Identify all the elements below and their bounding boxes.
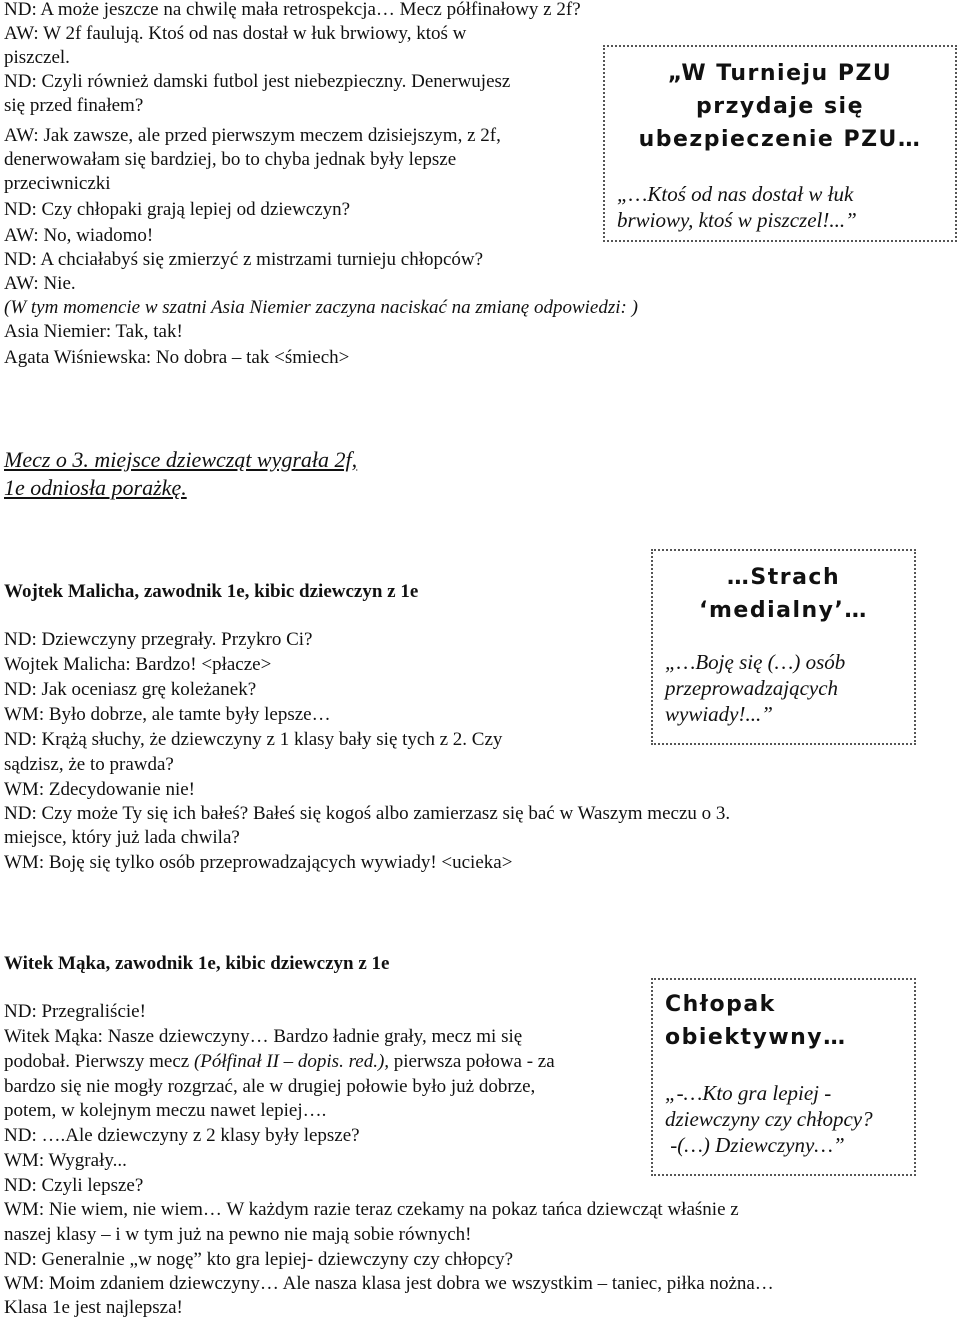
interview-line: się przed finałem? [4,95,144,116]
interview-line: piszczel. [4,47,70,68]
line-part: podobał. Pierwszy mecz [4,1051,194,1072]
interview-line: Witek Mąka: Nasze dziewczyny… Bardzo ładnie grały, mecz mi się [4,1026,523,1047]
interview-line: ND: A chciałabyś się zmierzyć z mistrzami turnieju chłopców? [4,249,484,270]
interview-line: ND: Czyli również damski futbol jest niebezpieczny. Denerwujesz [4,71,511,92]
sidebar-box-chlopak [651,978,916,1176]
interview-line: denerwowałam się bardziej, bo to chyba jednak były lepsze [4,149,457,170]
interview-line: AW: Jak zawsze, ale przed pierwszym meczem dzisiejszym, z 2f, [4,125,501,146]
interview-line: AW: No, wiadomo! [4,225,154,246]
sidebar-box-pzu [603,45,957,242]
interview-line: Wojtek Malicha: Bardzo! <płacze> [4,654,272,675]
box-quote: „…Ktoś od nas dostał w łuk [617,182,854,206]
interview-line [4,1050,555,1074]
interview-line: ND: Dziewczyny przegrały. Przykro Ci? [4,629,313,650]
box-title: przydaje się [695,94,864,119]
box-title: …Strach [726,565,841,590]
interview-line: potem, w kolejnym meczu nawet lepiej…. [4,1100,327,1121]
interview-line: ND: ….Ale dziewczyny z 2 klasy były lepsze? [4,1125,360,1146]
section-heading: Wojtek Malicha, zawodnik 1e, kibic dziewczyn z 1e [4,581,419,602]
line-part: pierwsza połowa - za [389,1051,555,1072]
interview-line: AW: Nie. [4,273,76,294]
interview-line: WM: Nie wiem, nie wiem… W każdym razie teraz czekamy na pokaz tańca dziewcząt właśnie z [4,1199,739,1220]
box-quote: dziewczyny czy chłopcy? [665,1107,873,1131]
interview-line: Agata Wiśniewska: No dobra – tak <śmiech> [4,347,350,368]
box-title: „W Turnieju PZU [667,61,893,86]
box-quote: „…Boję się (…) osób [665,650,846,674]
box-quote: „-…Kto gra lepiej - [665,1081,832,1105]
interview-line: bardzo się nie mogły rozgrzać, ale w drugiej połowie było już dobrze, [4,1076,536,1097]
box-title: obiektywny… [665,1025,847,1050]
sidebar-box-strach [651,549,916,745]
interview-line: ND: Czy może Ty się ich bałeś? Bałeś się kogoś albo zamierzasz się bać w Waszym meczu o 3. [4,803,731,824]
interview-line: ND: Czy chłopaki grają lepiej od dziewczyn? [4,199,351,220]
interview-line: sądzisz, że to prawda? [4,754,174,775]
interview-line: miejsce, który już lada chwila? [4,827,240,848]
interview-line: ND: A może jeszcze na chwilę mała retrospekcja… Mecz półfinałowy z 2f? [4,0,581,20]
headline: Mecz o 3. miejsce dziewcząt wygrała 2f, [4,447,358,472]
box-quote: przeprowadzających [665,676,839,700]
interview-line: WM: Moim zdaniem dziewczyny… Ale nasza klasa jest dobra we wszystkim – taniec, piłka nożna… [4,1273,774,1294]
editor-note: (Półfinał II – dopis. red.), [193,1051,390,1072]
box-title: ‘medialny’… [699,598,868,623]
interview-line: WM: Było dobrze, ale tamte były lepsze… [4,704,331,725]
headline: 1e odniosła porażkę. [4,475,187,500]
box-quote: -(…) Dziewczyny…” [665,1133,845,1157]
interview-line: ND: Generalnie „w nogę” kto gra lepiej- dziewczyny czy chłopcy? [4,1249,514,1270]
interview-line: ND: Czyli lepsze? [4,1175,144,1196]
box-quote: brwiowy, ktoś w piszczel!...” [617,208,857,232]
interview-line: WM: Zdecydowanie nie! [4,779,195,800]
interview-line: przeciwniczki [4,173,111,194]
interview-line: naszej klasy – i w tym już na pewno nie mają sobie równych! [4,1224,472,1245]
interview-line: AW: W 2f faulują. Ktoś od nas dostał w łuk brwiowy, ktoś w [4,23,467,44]
interview-line: ND: Jak oceniasz grę koleżanek? [4,679,257,700]
interview-line: Klasa 1e jest najlepsza! [4,1297,183,1318]
box-title: ubezpieczenie PZU… [638,127,922,152]
interview-line: WM: Boję się tylko osób przeprowadzających wywiady! <ucieka> [4,852,513,873]
box-quote: wywiady!...” [665,702,773,726]
interview-line: Asia Niemier: Tak, tak! [4,321,183,342]
stage-note: (W tym momencie w szatni Asia Niemier zaczyna naciskać na zmianę odpowiedzi: ) [4,297,638,318]
box-title: Chłopak [665,992,776,1017]
interview-line: WM: Wygrały... [4,1150,127,1171]
interview-line: ND: Krążą słuchy, że dziewczyny z 1 klasy bały się tych z 2. Czy [4,729,503,750]
section-heading: Witek Mąka, zawodnik 1e, kibic dziewczyn z 1e [4,953,390,974]
interview-line: ND: Przegraliście! [4,1001,146,1022]
